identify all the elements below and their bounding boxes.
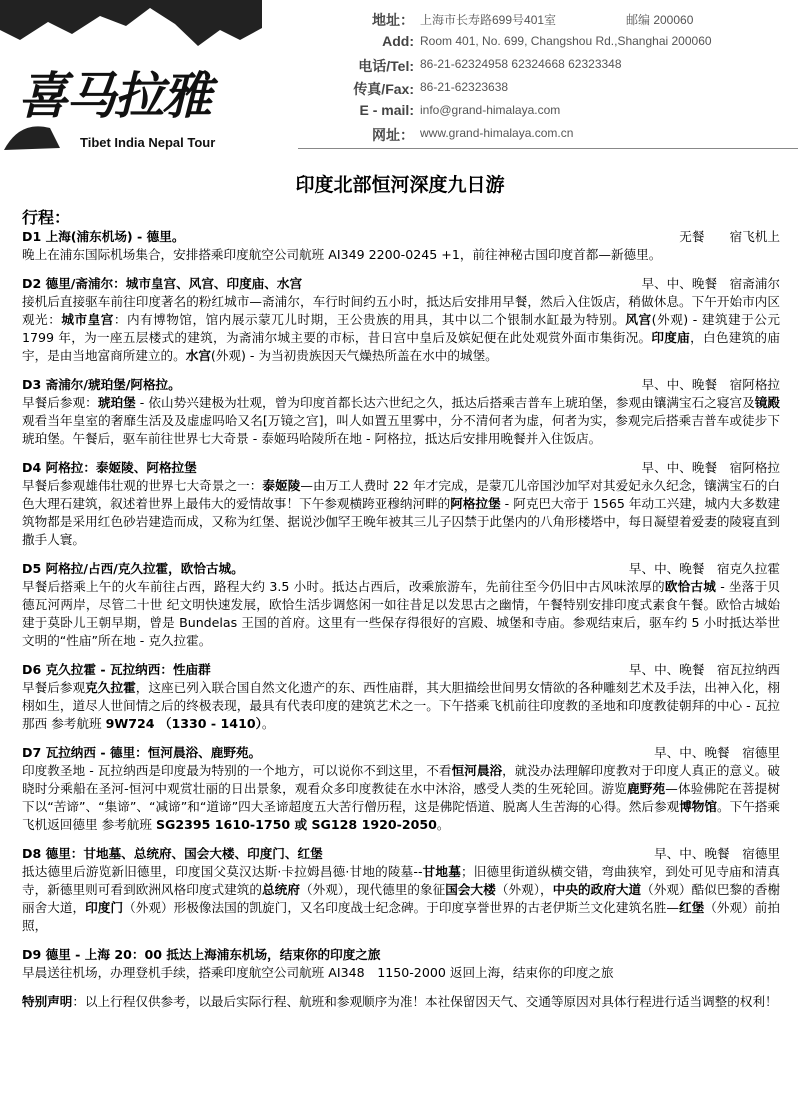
contact-phone [300, 56, 800, 76]
day-description [22, 762, 780, 834]
contact-label: E - mail: [359, 102, 414, 118]
contact-value: 上海市长寿路699号401室 [420, 13, 557, 27]
day-section [22, 661, 780, 733]
page-title: 印度北部恒河深度九日游 [295, 174, 505, 196]
body-text: - 阿克巴大帝于 1565 年动工兴建，城内大多数建筑物都是采用红色砂岩建造而成，又称为红堡、据说沙伽罕王晚年被其三儿子囚禁于此堡内的八角形楼塔中，每日凝望着爱妻的陵寝直到撒手人寰。 [22, 496, 781, 547]
contact-email [300, 102, 800, 122]
highlight-text: 阿格拉堡 [450, 496, 501, 511]
day-header [22, 228, 780, 246]
contact-label: Add: [382, 33, 414, 49]
highlight-text: SG2395 1610-1750 或 SG128 1920-2050 [155, 817, 437, 832]
body-text: 抵达德里后游览新旧德里，印度国父莫汉达斯·卡拉姆昌德·甘地的陵墓-- [22, 864, 423, 879]
contact-value: 86-21-62324958 62324668 62323348 [420, 57, 622, 71]
day-meals: 早、中、晚餐 宿德里 [654, 846, 780, 861]
day-title: D1 上海(浦东机场) - 德里。 [22, 229, 185, 244]
day-description [22, 863, 780, 935]
highlight-text: 9W724 （1330 - 1410） [105, 716, 262, 731]
day-title: D5 阿格拉/占西/克久拉霍，欧恰古城。 [22, 561, 244, 576]
day-description [22, 964, 780, 982]
highlight-text: 恒河晨浴 [451, 763, 503, 778]
day-list [22, 228, 780, 982]
body-text: 观看当年皇室的奢靡生活及及虚虚吗哈又名[万镜之宫]，叫人如置五里雾中，分不清何者为虚，何者为实，参观完后搭乘吉普车或徒步下琥珀堡。午餐后，驱车前往世界七大奇景 - 泰姬玛哈陵所在地 - 阿格拉，抵达后安排用晚餐并入住饭店。 [22, 413, 780, 446]
highlight-text: 总统府 [262, 882, 300, 897]
body-text: （外观）形极像法国的凯旋门，又名印度战士纪念碑。于印度享誉世界的古老伊斯兰文化建筑名胜— [123, 900, 679, 915]
body-text: 早餐后搭乘上午的火车前往占西，路程大约 3.5 小时。抵达占西后，改乘旅游车，先前往至今仍旧中古风味浓厚的 [22, 579, 665, 594]
body-text: 。下午搭乘飞机返回德里 参考航班 [22, 799, 781, 832]
day-section [22, 946, 780, 982]
day-title: D6 克久拉霍 - 瓦拉纳西：性庙群 [22, 662, 211, 677]
day-section [22, 744, 780, 834]
header-divider [298, 148, 798, 149]
highlight-text: 印度庙 [651, 330, 691, 345]
highlight-text: 博物馆 [679, 799, 717, 814]
contact-fax [300, 79, 800, 99]
body-text: ，白色建筑的庙宇，是由当地富商所建立的。 [22, 330, 781, 363]
highlight-text: 琥珀堡 [97, 395, 136, 410]
contact-address-cn [300, 10, 800, 30]
day-meals: 早、中、晚餐 宿阿格拉 [641, 460, 780, 475]
highlight-text: 风宫 [625, 312, 652, 327]
day-title: D9 德里 - 上海 20：00 抵达上海浦东机场，结束你的印度之旅 [22, 947, 381, 962]
body-text: 晚上在浦东国际机场集合，安排搭乘印度航空公司航班 AI349 2200-0245 +1，前往神秘古国印度首都—新德里。 [22, 247, 662, 262]
highlight-text: 甘地墓 [422, 864, 461, 879]
itinerary [22, 208, 780, 1011]
highlight-text: 中央的政府大道 [552, 882, 642, 897]
body-text: ，就没办法理解印度教对于印度人真正的意义。破晓时分乘船在圣河-恒河中观赏壮丽的日出景象，观看众多印度教徒在水中沐浴，感受人类的生死轮回。游览 [22, 763, 781, 796]
day-description [22, 394, 780, 448]
body-text: (外观) - 为当初贵族因天气燥热所盖在水中的城堡。 [210, 348, 498, 363]
contact-label: 网址： [372, 127, 414, 143]
body-text: - 坐落于贝德瓦河两岸，尽管二十世 纪文明快速发展，欧恰生活步调悠闲一如往昔足以发思古之幽情，午餐特别安排印度式素食午餐。欧恰古城始建于莫卧儿王朝早期，曾是 Bundelas 王国的首府。这里有一些保存得很好的宫殿、城堡和寺庙。参观结束后，驱车约 5 小时抵达举世文明的“性庙”所在地 - 克久拉霍。 [22, 579, 780, 648]
body-text: 。 [261, 716, 275, 731]
logo-tagline: Tibet India Nepal Tour [80, 135, 216, 150]
highlight-text: 镜殿 [754, 395, 781, 410]
contact-label: 地址： [372, 12, 414, 28]
day-title: D8 德里：甘地墓、总统府、国会大楼、印度门、红堡 [22, 846, 323, 861]
day-title: D3 斋浦尔/琥珀堡/阿格拉。 [22, 377, 181, 392]
body-text: 早餐后参观： [22, 395, 98, 410]
email-link[interactable]: info@grand-himalaya.com [420, 103, 561, 117]
body-text: ，这座已列入联合国自然文化遗产的东、西性庙群，其大胆描绘世间男女情欲的各种雕刻艺术及手法，出神入化，栩栩如生，道尽人世间情之后的终极表现，最具有代表印度的建筑艺术之一。下午搭乘飞机前往印度教的圣地和印度教徒朝拜的中心 - 瓦拉那西 参考航班 [22, 680, 781, 731]
day-section [22, 275, 780, 365]
body-text: 早晨送往机场，办理登机手续，搭乘印度航空公司航班 AI348 1150-2000 返回上海，结束你的印度之旅 [22, 965, 614, 980]
body-text: （外观）前拍照， [22, 900, 781, 933]
day-meals: 早、中、晚餐 宿瓦拉纳西 [628, 662, 780, 677]
day-header [22, 560, 780, 578]
website-link[interactable]: www.grand-himalaya.com.cn [420, 126, 574, 140]
day-description [22, 578, 780, 650]
day-section [22, 376, 780, 448]
highlight-text: 欧恰古城 [664, 579, 717, 594]
day-description [22, 679, 780, 733]
highlight-text: 国会大楼 [445, 882, 496, 897]
day-header [22, 376, 780, 394]
day-header [22, 661, 780, 679]
postal-code: 邮编 200060 [626, 13, 694, 27]
note-text: ：以上行程仅供参考，以最后实际行程、航班和参观顺序为准！本社保留因天气、交通等原因对具体行程进行适当调整的权利！ [72, 994, 778, 1009]
contact-address-en [300, 33, 800, 53]
contact-website [300, 125, 800, 145]
highlight-text: 红堡 [678, 900, 705, 915]
day-title: D7 瓦拉纳西 - 德里：恒河晨浴、鹿野苑。 [22, 745, 262, 760]
day-title: D4 阿格拉：泰姬陵、阿格拉堡 [22, 460, 197, 475]
day-header [22, 744, 780, 762]
body-text: （外观）， [495, 882, 553, 897]
body-text: (外观) - 建筑建于公元 1799 年，为一座五层楼式的建筑，为斋浦尔城主要的市标，昔日宫中皇后及嫔妃便在此处观赏外面市集街况。 [22, 312, 781, 345]
highlight-text: 城市皇宫 [61, 312, 114, 327]
day-title: D2 德里/斋浦尔：城市皇宫、风宫、印度庙、水宫 [22, 276, 303, 291]
day-section [22, 228, 780, 264]
body-text: - 依山势兴建极为壮观，曾为印度首都长达六世纪之久，抵达后搭乘吉普车上琥珀堡，参观由镶满宝石之寝宫及 [135, 395, 755, 410]
body-text: 接机后直接驱车前往印度著名的粉红城市—斋浦尔，车行时间约五小时，抵达后安排用早餐，然后入住饭店，稍做休息。下午开始市内区观光： [22, 294, 780, 327]
body-text: —由万工人费时 22 年才完成，是蒙兀儿帝国沙加罕对其爱妃永久纪念，镶满宝石的白色大理石建筑，叙述着世界上最伟大的爱情故事！下午参观横跨亚穆纳河畔的 [22, 478, 781, 511]
body-text: 。 [436, 817, 450, 832]
contact-label: 传真/Fax: [353, 81, 414, 97]
day-meals: 无餐 宿飞机上 [679, 229, 780, 244]
day-description [22, 246, 780, 264]
letterhead [0, 0, 800, 162]
note-label: 特别声明 [22, 994, 73, 1009]
day-section [22, 459, 780, 549]
body-text: （外观），现代德里的象征 [299, 882, 446, 897]
day-meals: 早、中、晚餐 宿阿格拉 [641, 377, 780, 392]
special-note [22, 993, 780, 1011]
day-header [22, 946, 780, 964]
body-text: 印度教圣地 - 瓦拉纳西是印度最为特别的一个地方，可以说你不到这里，不看 [22, 763, 452, 778]
logo-brand-text: 喜马拉雅 [18, 66, 210, 125]
day-description [22, 293, 780, 365]
highlight-text: 印度门 [85, 900, 124, 915]
contact-value: 86-21-62323638 [420, 80, 509, 94]
day-section [22, 560, 780, 650]
highlight-text: 鹿野苑 [626, 781, 666, 796]
day-meals: 早、中、晚餐 宿斋浦尔 [641, 276, 780, 291]
day-header [22, 275, 780, 293]
body-text: ：内有博物馆，馆内展示蒙兀儿时期，王公贵族的用具，其中以二个银制水缸最为特别。 [113, 312, 626, 327]
contact-value: Room 401, No. 699, Changshou Rd.,Shanghai 200060 [420, 34, 712, 48]
body-text: 早餐后参观 [22, 680, 86, 695]
day-header [22, 845, 780, 863]
day-section [22, 845, 780, 935]
body-text: 早餐后参观雄伟壮观的世界七大奇景之一： [22, 478, 263, 493]
company-logo [0, 0, 262, 162]
highlight-text: 水宫 [185, 348, 211, 363]
body-text: ；旧德里街道纵横交错，弯曲狭窄，到处可见寺庙和清真寺，新德里则可看到欧洲风格印度式建筑的 [22, 864, 780, 897]
contact-label: 电话/Tel: [358, 58, 414, 74]
highlight-text: 克久拉霍 [85, 680, 136, 695]
itinerary-label: 行程： [22, 208, 71, 227]
highlight-text: 泰姬陵 [262, 478, 301, 493]
day-meals: 早、中、晚餐 宿克久拉霍 [628, 561, 780, 576]
body-text: —体验佛陀在菩提树下以“苦谛”、“集谛”、“减谛”和“道谛”四大圣谛超度五大苦行僧历程，这是佛陀悟道、脱离人生苦海的心得。然后参观 [22, 781, 781, 814]
day-meals: 早、中、晚餐 宿德里 [654, 745, 780, 760]
body-text: （外观）酷似巴黎的香榭丽舍大道， [22, 882, 781, 915]
day-description [22, 477, 780, 549]
day-header [22, 459, 780, 477]
